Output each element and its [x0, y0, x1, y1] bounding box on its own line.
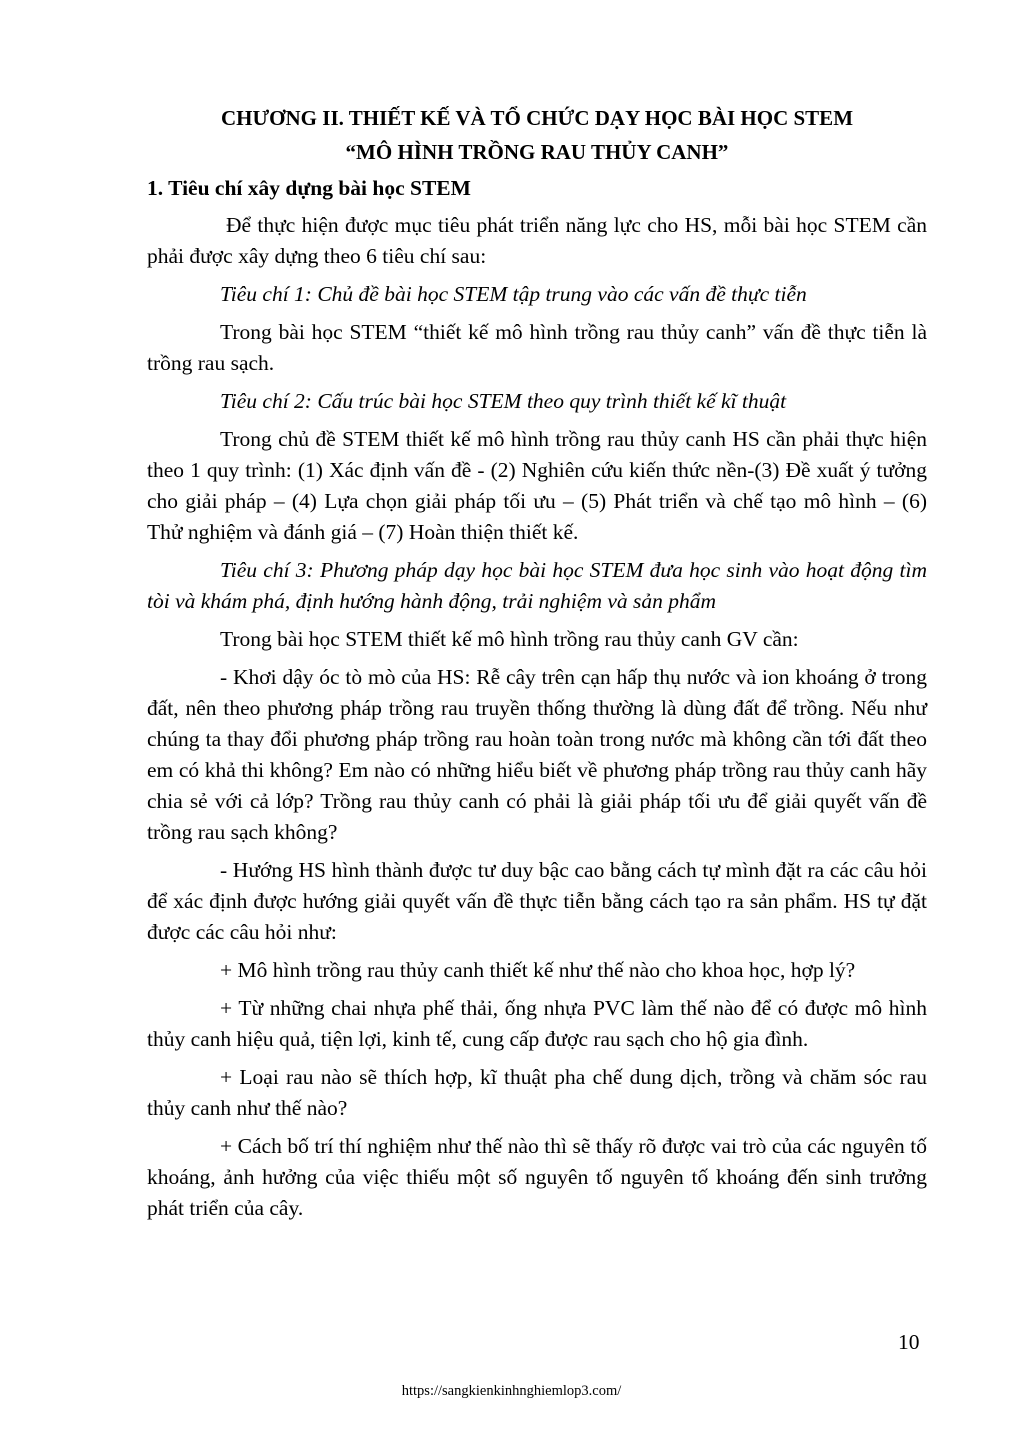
section-heading: 1. Tiêu chí xây dựng bài học STEM: [147, 176, 471, 200]
page-content: [147, 101, 927, 1231]
paragraph-curiosity: - Khơi dậy óc tò mò của HS: Rễ cây trên cạn hấp thụ nước và ion khoáng ở trong đất, nên theo phương pháp trồng rau truyền thống thường là dùng đất để trồng. Nếu như chúng ta thay đổi phương pháp trồng rau hoàn toàn trong nước mà không cần tới đất theo em có khả thi không? Em nào có những hiểu biết về phương pháp trồng rau thủy canh hãy chia sẻ với cả lớp? Trồng rau thủy canh có phải là giải pháp tối ưu để giải quyết vấn đề trồng rau sạch không?: [147, 665, 927, 844]
criterion-1: Tiêu chí 1: Chủ đề bài học STEM tập trung vào các vấn đề thực tiễn: [220, 282, 807, 306]
question-item-1: + Mô hình trồng rau thủy canh thiết kế như thế nào cho khoa học, hợp lý?: [220, 958, 856, 982]
criterion-2: Tiêu chí 2: Cấu trúc bài học STEM theo quy trình thiết kế kĩ thuật: [220, 389, 787, 413]
paragraph-criterion-2-body: Trong chủ đề STEM thiết kế mô hình trồng rau thủy canh HS cần phải thực hiện theo 1 quy trình: (1) Xác định vấn đề - (2) Nghiên cứu kiến thức nền-(3) Đề xuất ý tưởng cho giải pháp – (4) Lựa chọn giải pháp tối ưu – (5) Phát triển và chế tạo mô hình – (6) Thử nghiệm và đánh giá – (7) Hoàn thiện thiết kế.: [147, 427, 927, 544]
paragraph-criterion-1-body: Trong bài học STEM “thiết kế mô hình trồng rau thủy canh” vấn đề thực tiễn là trồng rau sạch.: [147, 320, 927, 375]
question-item-4: + Cách bố trí thí nghiệm như thế nào thì sẽ thấy rõ được vai trò của các nguyên tố khoáng, ảnh hưởng của việc thiếu một số nguyên tố nguyên tố khoáng đến sinh trưởng phát triển của cây.: [147, 1134, 927, 1220]
chapter-title-line1: CHƯƠNG II. THIẾT KẾ VÀ TỔ CHỨC DẠY HỌC BÀI HỌC STEM: [220, 106, 854, 130]
question-item-2: + Từ những chai nhựa phế thải, ống nhựa PVC làm thế nào để có được mô hình thủy canh hiệu quả, tiện lợi, kinh tế, cung cấp được rau sạch cho hộ gia đình.: [147, 996, 927, 1051]
paragraph-criterion-3-intro: Trong bài học STEM thiết kế mô hình trồng rau thủy canh GV cần:: [220, 627, 799, 651]
paragraph-higher-thinking: - Hướng HS hình thành được tư duy bậc cao bằng cách tự mình đặt ra các câu hỏi để xác định được hướng giải quyết vấn đề thực tiễn bằng cách tạo ra sản phẩm. HS tự đặt được các câu hỏi như:: [147, 858, 927, 944]
question-item-3: + Loại rau nào sẽ thích hợp, kĩ thuật pha chế dung dịch, trồng và chăm sóc rau thủy canh như thế nào?: [147, 1065, 927, 1120]
footer-url[interactable]: https://sangkienkinhnghiemlop3.com/: [401, 1383, 622, 1399]
chapter-title-line2: “MÔ HÌNH TRỒNG RAU THỦY CANH”: [345, 140, 729, 164]
page-number: 10: [898, 1330, 920, 1354]
intro-paragraph: Để thực hiện được mục tiêu phát triển năng lực cho HS, mỗi bài học STEM cần phải được xây dựng theo 6 tiêu chí sau:: [147, 213, 927, 268]
criterion-3: Tiêu chí 3: Phương pháp dạy học bài học STEM đưa học sinh vào hoạt động tìm tòi và khám phá, định hướng hành động, trải nghiệm và sản phẩm: [147, 558, 927, 613]
